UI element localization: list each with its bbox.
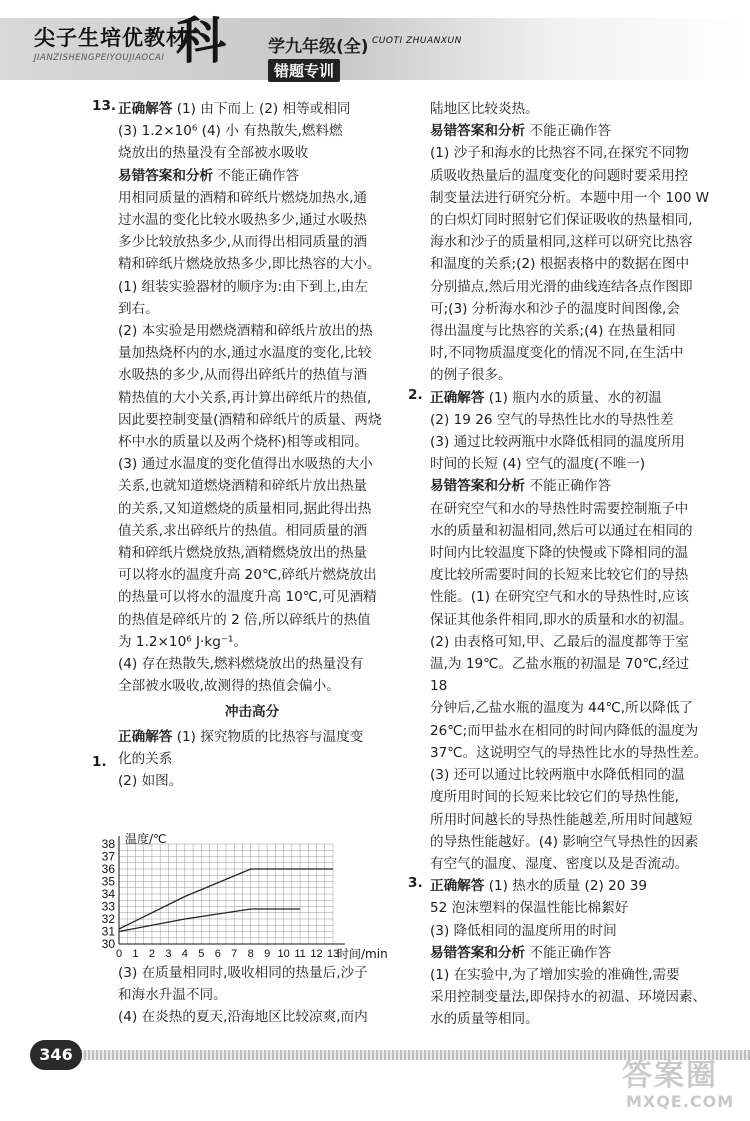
text-line: (3) 降低相同的温度所用的时间: [430, 922, 617, 939]
text-line: 烧放出的热量没有全部被水吸收: [118, 145, 309, 162]
text-line: (4) 在炎热的夏天,沿海地区比较凉爽,而内: [118, 1009, 368, 1026]
answer-13: [118, 98, 386, 697]
answer-3: [430, 875, 710, 1030]
watermark-logo: [622, 1050, 737, 1116]
text-line: (2) 如图。: [118, 773, 183, 790]
text-line: 化的关系: [118, 750, 173, 767]
text-line: 的例子很多。: [430, 367, 512, 384]
text-line: 52 泡沫塑料的保温性能比棉絮好: [430, 900, 629, 917]
x-tick-label: 3: [165, 948, 172, 960]
series-title: 尖子生培优教材: [34, 26, 188, 50]
topic-label: 错题专训: [268, 59, 340, 82]
right-column: [430, 98, 710, 1031]
text-line: 易错答案和分析 不能正确作答: [430, 478, 612, 495]
x-tick-label: 12: [310, 948, 323, 960]
text-line: 为 1.2×10⁶ J·kg⁻¹。: [118, 633, 248, 650]
subject-logo: [176, 11, 226, 70]
grade-label: [268, 32, 369, 57]
x-tick-label: 7: [231, 948, 238, 960]
text-line: 用相同质量的酒精和碎纸片燃烧加热水,通: [118, 189, 368, 206]
text-line: 37℃。这说明空气的导热性比水的导热性差。: [430, 744, 708, 761]
y-tick-label: 34: [101, 887, 115, 901]
text-line: 温,为 19℃。乙盐水瓶的初温是 70℃,经过 18: [430, 656, 690, 695]
topic-pinyin: CUOTI ZHUANXUN: [372, 36, 462, 46]
y-tick-label: 37: [101, 849, 115, 864]
text-line: 的导热性能越好。(4) 影响空气导热性的因素: [430, 833, 699, 850]
watermark-line2: MXQE.COM: [626, 1092, 735, 1111]
question-number-1: 1.: [92, 754, 107, 770]
text-line: 陆地区比较炎热。: [430, 101, 539, 117]
text-line: (3) 通过比较两瓶中水降低相同的温度所用: [430, 434, 685, 451]
text-line: (4) 存在热散失,燃料燃烧放出的热量没有: [118, 656, 364, 673]
text-line: 性能。(1) 在研究空气和水的导热性时,应该: [430, 589, 689, 606]
text-line: 易错答案和分析 不能正确作答: [430, 944, 612, 961]
x-tick-label: 0: [115, 948, 123, 960]
x-tick-label: 6: [214, 948, 221, 960]
text-line: 值关系,求出碎纸片的热值。相同质量的酒: [118, 522, 368, 539]
x-tick-label: 9: [264, 948, 271, 960]
text-line: 分钟后,乙盐水瓶的温度为 44℃,所以降低了: [430, 700, 694, 717]
text-line: 海水和沙子的质量相同,这样可以研究比热容: [430, 234, 693, 251]
temperature-time-chart: [92, 832, 388, 961]
x-tick-label: 8: [247, 948, 254, 960]
text-line: 有空气的温度、湿度、密度以及是否流动。: [430, 855, 689, 872]
text-line: 得出温度与比热容的关系;(4) 在热量相同: [430, 323, 676, 340]
text-line: 采用控制变量法,即保持水的初温、环境因素、: [430, 989, 707, 1006]
text-line: 度比较所需要时间的长短来比较它们的导热: [430, 567, 689, 584]
left-column: [118, 98, 386, 792]
text-line: 量加热烧杯内的水,通过水温度的变化,比较: [118, 345, 372, 362]
x-tick-label: 4: [181, 948, 188, 960]
y-tick-label: 35: [101, 874, 115, 889]
text-line: 到右。: [118, 300, 159, 317]
text-line: 正确解答 (1) 探究物质的比热容与温度变: [118, 728, 364, 745]
text-line: 精和碎纸片燃烧放热多少,即比热容的大小。: [118, 256, 381, 273]
answer-1-continued: [118, 962, 386, 1029]
text-line: 26℃;而甲盐水在相同的时间内降低的温度为: [430, 722, 699, 739]
answer-1: [118, 726, 386, 793]
text-line: 杯中水的质量以及两个烧杯)相等或相同。: [118, 434, 368, 451]
text-line: 因此要控制变量(酒精和碎纸片的质量、两烧: [118, 411, 382, 428]
text-line: 时间内比较温度下降的快慢或下降相同的温: [430, 545, 689, 562]
text-line: 时间的长短 (4) 空气的温度(不唯一): [430, 456, 646, 473]
y-tick-label: 36: [101, 862, 115, 876]
text-line: 多少比较放热多少,从而得出相同质量的酒: [118, 234, 368, 251]
text-line: 正确解答 (1) 由下而上 (2) 相等或相同: [118, 101, 351, 117]
x-tick-label: 13: [326, 948, 340, 960]
question-number-2: 2.: [408, 387, 423, 403]
subject-char: 科: [176, 11, 226, 70]
text-line: 在研究空气和水的导热性时需要控制瓶子中: [430, 500, 689, 517]
text-line: 度所用时间的长短来比较它们的导热性能,: [430, 789, 680, 806]
text-line: (3) 1.2×10⁶ (4) 小 有热散失,燃料燃: [118, 123, 343, 140]
y-tick-label: 30: [101, 937, 115, 951]
text-line: 水的质量等相同。: [430, 1011, 539, 1028]
text-line: 和海水升温不同。: [118, 987, 227, 1004]
text-line: (1) 组装实验器材的顺序为:由下到上,由左: [118, 278, 368, 295]
text-line: (2) 本实验是用燃烧酒精和碎纸片放出的热: [118, 323, 373, 340]
text-line: 精和碎纸片燃烧放热,酒精燃烧放出的热量: [118, 545, 368, 562]
text-line: (2) 由表格可知,甲、乙最后的温度都等于室: [430, 633, 689, 650]
subject-rest: 学: [268, 37, 285, 57]
x-axis-label: 时间/min: [337, 947, 388, 961]
text-line: 保证其他条件相同,即水的质量和水的初温。: [430, 611, 693, 628]
text-line: 时,不同物质温度变化的情况不同,在生活中: [430, 345, 684, 362]
text-line: 过水温的变化比较水吸热多少,通过水吸热: [118, 212, 368, 229]
text-line: 关系,也就知道燃烧酒精和碎纸片放出热量: [118, 478, 368, 495]
y-tick-label: 33: [101, 899, 115, 914]
text-line: 可;(3) 分析海水和沙子的温度时间图像,会: [430, 300, 680, 317]
text-line: 所用时间越长的导热性能越差,所用时间越短: [430, 811, 693, 828]
section-title: 冲击高分: [224, 704, 280, 721]
text-line: (3) 通过水温度的变化值得出水吸热的大小: [118, 456, 373, 473]
text-line: (1) 在实验中,为了增加实验的准确性,需要: [430, 966, 680, 983]
watermark-line1: 答案圈: [622, 1058, 718, 1093]
text-line: (1) 沙子和海水的比热容不同,在探究不同物: [430, 145, 689, 162]
y-tick-label: 32: [101, 912, 115, 926]
text-line: 全部被水吸收,故测得的热值会偏小。: [118, 678, 340, 695]
text-line: 的热量可以将水的温度升高 10℃,可见酒精: [118, 589, 377, 606]
text-line: (3) 在质量相同时,吸收相同的热量后,沙子: [118, 965, 368, 981]
y-tick-label: 38: [101, 837, 115, 851]
text-line: 精热值的大小关系,再计算出碎纸片的热值,: [118, 389, 372, 406]
question-number-3: 3.: [408, 875, 423, 891]
text-line: (2) 19 26 空气的导热性比水的导热性差: [430, 411, 674, 428]
text-line: 的热值是碎纸片的 2 倍,所以碎纸片的热值: [118, 611, 371, 628]
y-axis-label: 温度/℃: [125, 832, 167, 846]
answer-2: [430, 387, 710, 875]
x-tick-label: 1: [132, 948, 139, 960]
text-line: 制变量法进行研究分析。本题中用一个 100 W: [430, 189, 710, 206]
question-number-13: 13.: [92, 98, 117, 114]
text-line: 易错答案和分析 不能正确作答: [118, 167, 300, 184]
text-line: 易错答案和分析 不能正确作答: [430, 123, 612, 140]
text-line: 水吸热的多少,从而得出碎纸片的热值与酒: [118, 367, 368, 384]
grade-text: 九年级(全): [285, 37, 369, 57]
text-line: 可以将水的温度升高 20℃,碎纸片燃烧放出: [118, 567, 377, 584]
text-line: 的白炽灯同时照射它们保证吸收的热量相同,: [430, 212, 693, 229]
text-line: 正确解答 (1) 热水的质量 (2) 20 39: [430, 878, 648, 895]
text-line: 和温度的关系;(2) 根据表格中的数据在图中: [430, 256, 690, 273]
x-tick-label: 5: [198, 948, 205, 960]
answer-continued: [430, 98, 710, 387]
text-line: (3) 还可以通过比较两瓶中水降低相同的温: [430, 767, 685, 784]
x-tick-label: 2: [148, 948, 155, 960]
text-line: 质吸收热量后的温度变化的问题时要采用控: [430, 167, 689, 184]
page-header: [0, 0, 750, 95]
series-pinyin: JIANZISHENGPEIYOUJIAOCAI: [34, 53, 165, 63]
text-line: 分别描点,然后用光滑的曲线连结各点作图即: [430, 278, 693, 295]
x-tick-label: 11: [294, 948, 306, 960]
page-number: 346: [30, 1040, 82, 1070]
y-tick-label: 31: [101, 924, 115, 939]
text-line: 正确解答 (1) 瓶内水的质量、水的初温: [430, 389, 662, 406]
x-tick-label: 10: [277, 948, 290, 960]
text-line: 水的质量和初温相同,然后可以通过在相同的: [430, 522, 693, 539]
text-line: 的关系,又知道燃烧的质量相同,据此得出热: [118, 500, 372, 517]
